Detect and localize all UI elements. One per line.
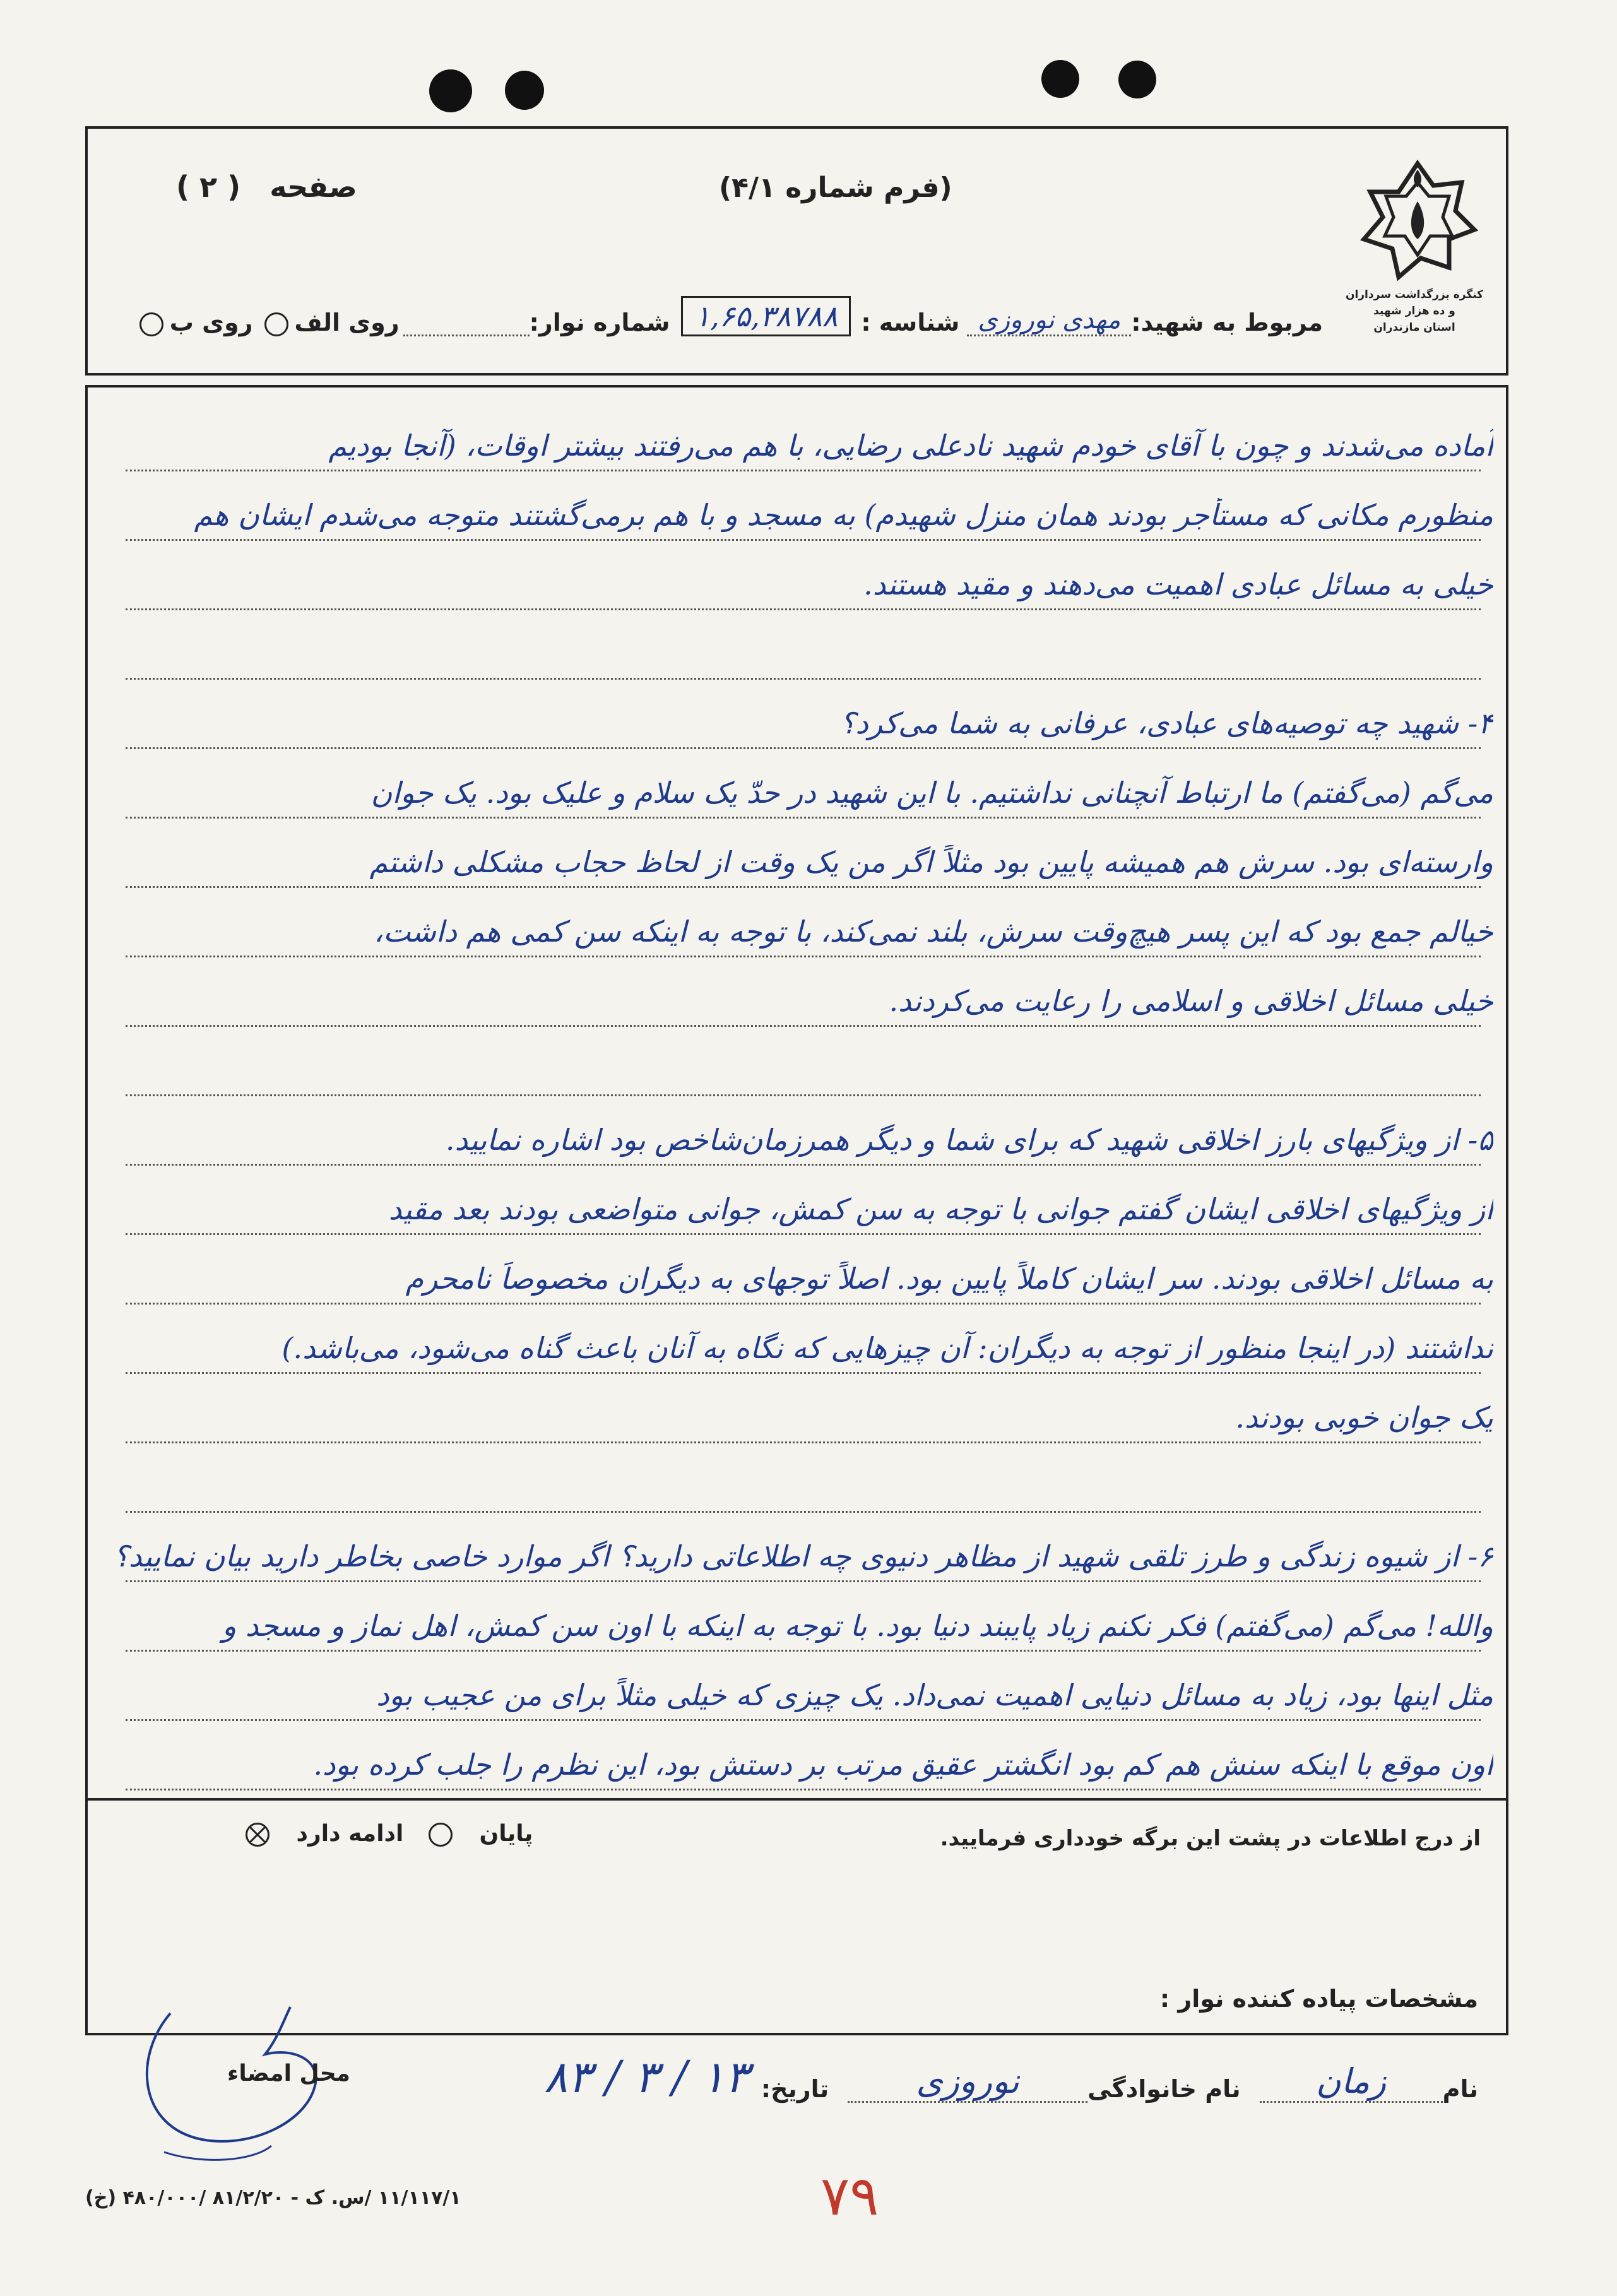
- punch-hole: [429, 69, 472, 112]
- ruled-line: [126, 1094, 1481, 1096]
- tape-number-label: شماره نوار:: [529, 309, 670, 336]
- end-option[interactable]: [429, 1821, 533, 1847]
- body-line: منظورم مکانی که مستأجر بودند همان منزل شهیدم) به مسجد و با هم برمی‌گشتند متوجه می‌شدم ایشان هم: [194, 498, 1493, 532]
- side-a-label: روی الف: [294, 309, 400, 336]
- date-label: تاریخ:: [761, 2075, 829, 2103]
- page-number-group: [176, 170, 357, 204]
- ruled-line: [126, 1441, 1481, 1443]
- name-field[interactable]: [1260, 2061, 1443, 2103]
- ruled-line: [126, 886, 1481, 888]
- ruled-line: [126, 956, 1481, 957]
- continues-label: ادامه دارد: [296, 1821, 404, 1847]
- martyr-name-value: مهدی نوروزی: [978, 305, 1121, 334]
- body-line: والله! می‌گم (می‌گفتم) فکر نکنم زیاد پایبند دنیا بود. با توجه به اینکه با اون سن کمش، اهل نماز و مسجد و: [222, 1609, 1493, 1643]
- ruled-line: [126, 1580, 1481, 1582]
- ruled-line: [126, 678, 1481, 680]
- continues-radio[interactable]: [246, 1823, 270, 1847]
- body-line: خیلی به مسائل عبادی اهمیت می‌دهند و مقید هستند.: [863, 567, 1493, 601]
- ruled-line: [126, 608, 1481, 610]
- logo-caption-line2: استان مازندران: [1373, 321, 1455, 334]
- body-line: مثل اینها بود، زیاد به مسائل دنیایی اهمیت نمی‌داد. یک چیزی که خیلی مثلاً برای من عجیب بود: [376, 1678, 1493, 1712]
- id-label: شناسه :: [861, 309, 960, 336]
- ruled-line: [126, 470, 1481, 471]
- interviewer-title: مشخصات پیاده کننده نوار :: [1159, 1985, 1478, 2013]
- ruled-line: [126, 1303, 1481, 1305]
- logo: [1354, 157, 1481, 290]
- continues-option[interactable]: [246, 1821, 403, 1847]
- body-box: [85, 385, 1508, 2035]
- page-number: ( ۲ ): [176, 170, 241, 204]
- body-line: یک جوان خوبی بودند.: [1235, 1400, 1493, 1435]
- ruled-line: [126, 1372, 1481, 1374]
- body-line: نداشتند (در اینجا منظور از توجه به دیگران: آن چیزهایی که نگاه به آنان باعث گناه می‌شود، می‌باشد.): [281, 1331, 1493, 1365]
- ruled-line: [126, 1650, 1481, 1652]
- martyr-name-field: [967, 305, 1131, 336]
- logo-caption: [1342, 287, 1487, 336]
- name-value: زمان: [1316, 2061, 1387, 2101]
- body-line: اون موقع با اینکه سنش هم کم بود انگشتر عقیق مرتب بر دستش بود، این نظرم را جلب کرده بود.: [313, 1748, 1493, 1782]
- id-value-box: [681, 296, 851, 336]
- body-line: خیلی مسائل اخلاقی و اسلامی را رعایت می‌کردند.: [889, 984, 1493, 1018]
- header-box: [85, 126, 1508, 376]
- punch-hole: [505, 71, 544, 110]
- name-label: نام: [1442, 2075, 1478, 2103]
- interviewer-row: [544, 2051, 1478, 2103]
- tape-number-field[interactable]: [403, 334, 530, 336]
- ruled-line: [126, 1025, 1481, 1027]
- ruled-line: [126, 1719, 1481, 1721]
- ruled-line: [126, 747, 1481, 749]
- body-line: ۴- شهید چه توصیه‌های عبادی، عرفانی به شما می‌کرد؟: [840, 706, 1493, 740]
- ruled-line: [126, 817, 1481, 819]
- side-a-radio[interactable]: [264, 312, 288, 336]
- body-line: آماده می‌شدند و چون با آقای خودم شهید نادعلی رضایی، با هم می‌رفتند بیشتر اوقات، (آنجا بودیم: [328, 429, 1493, 463]
- ruled-line: [126, 1233, 1481, 1235]
- emblem-icon: [1354, 157, 1481, 283]
- punch-hole: [1118, 61, 1156, 98]
- body-line: می‌گم (می‌گفتم) ما ارتباط آنچنانی نداشتیم. با این شهید در حدّ یک سلام و علیک بود. یک جوان: [370, 776, 1493, 810]
- form-code: ۱۱/۱۱۷/۱ /س. ک - ۸۱/۲/۲۰ /۴۸۰/۰۰۰ (خ): [85, 2187, 461, 2209]
- end-radio[interactable]: [429, 1823, 453, 1847]
- body-line: از ویژگیهای اخلاقی ایشان گفتم جوانی با توجه به سن کمش، جوانی متواضعی بودند بعد مقید: [388, 1192, 1493, 1226]
- related-to-martyr-label: مربوط به شهید:: [1131, 309, 1323, 336]
- page-mark: ۷۹: [820, 2165, 879, 2228]
- side-b-label: روی ب: [169, 309, 253, 336]
- side-b-radio[interactable]: [139, 312, 163, 336]
- family-field[interactable]: [848, 2061, 1087, 2103]
- id-value: ۱,۶۵,۳۸۷۸۸: [694, 299, 838, 333]
- punch-hole: [1041, 60, 1079, 98]
- date-value: ۸۳ / ۳ / ۱۳: [543, 2051, 749, 2103]
- page-label: صفحه: [270, 170, 357, 204]
- ruled-line: [126, 1164, 1481, 1166]
- form-number: (فرم شماره ۴/۱): [719, 172, 952, 204]
- body-line: ۶- از شیوه زندگی و طرز تلقی شهید از مظاهر دنیوی چه اطلاعاتی دارید؟ اگر موارد خاصی بخاطر دارید بیان نمایید؟: [113, 1539, 1493, 1573]
- ruled-line: [126, 1789, 1481, 1790]
- ruled-line: [126, 539, 1481, 541]
- family-value: نوروزی: [916, 2061, 1019, 2101]
- body-line: ۵- از ویژگیهای بارز اخلاقی شهید که برای شما و دیگر همرزمان‌شاخص بود اشاره نمایید.: [445, 1123, 1493, 1157]
- end-label: پایان: [479, 1821, 533, 1847]
- body-line: وارسته‌ای بود. سرش هم همیشه پایین بود مثلاً اگر من یک وقت از لحاظ حجاب مشکلی داشتم: [369, 845, 1493, 879]
- signature-label: محل امضاء: [227, 2061, 350, 2086]
- body-line: به مسائل اخلاقی بودند. سر ایشان کاملاً پایین بود. اصلاً توجهای به دیگران مخصوصاً نامحرم: [405, 1262, 1493, 1296]
- ruled-line: [126, 1511, 1481, 1513]
- warning-text: از درج اطلاعات در پشت این برگه خودداری فرمایید.: [940, 1826, 1481, 1851]
- logo-caption-line1: کنگره بزرگداشت سرداران و ده هزار شهید: [1345, 288, 1484, 317]
- martyr-row: [139, 296, 1323, 336]
- footer-bar: [88, 1798, 1506, 1876]
- body-line: خیالم جمع بود که این پسر هیچ‌وقت سرش، بلند نمی‌کند، با توجه به اینکه سن کمی هم داشت،: [374, 914, 1493, 949]
- family-label: نام خانوادگی: [1087, 2075, 1241, 2103]
